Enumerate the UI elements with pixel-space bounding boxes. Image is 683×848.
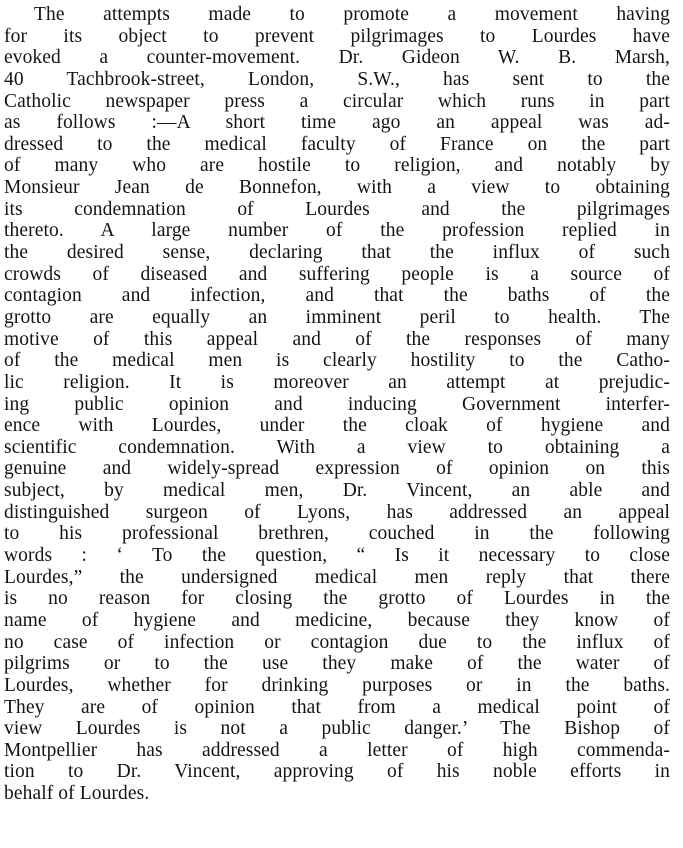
article-line: as follows :—A short time ago an appeal was ad- xyxy=(4,112,670,134)
article-line: Lourdes,” the undersigned medical men reply that there xyxy=(4,566,670,588)
article-line: for its object to prevent pilgrimages to Lourdes have xyxy=(4,25,670,47)
article-line: name of hygiene and medicine, because they know of xyxy=(4,609,670,631)
article-line: distinguished surgeon of Lyons, has addressed an appeal xyxy=(4,501,670,523)
article-line: pilgrims or to the use they make of the water of xyxy=(4,653,670,675)
article-line: thereto. A large number of the profession replied in xyxy=(4,220,670,242)
article-line: view Lourdes is not a public danger.’ The Bishop of xyxy=(4,718,670,740)
article-line: is no reason for closing the grotto of Lourdes in the xyxy=(4,588,670,610)
article-line: evoked a counter-movement. Dr. Gideon W. B. Marsh, xyxy=(4,47,670,69)
article-line: crowds of diseased and suffering people is a source of xyxy=(4,263,670,285)
article-text xyxy=(4,4,670,805)
article-line: ing public opinion and inducing Government interfer- xyxy=(4,393,670,415)
article-line: subject, by medical men, Dr. Vincent, an able and xyxy=(4,480,670,502)
article-line: They are of opinion that from a medical point of xyxy=(4,696,670,718)
article-line: Catholic newspaper press a circular which runs in part xyxy=(4,90,670,112)
article-line: 40 Tachbrook-street, London, S.W., has sent to the xyxy=(4,68,670,90)
article-line: of many who are hostile to religion, and notably by xyxy=(4,155,670,177)
article-line: to his professional brethren, couched in the following xyxy=(4,523,670,545)
article-line: tion to Dr. Vincent, approving of his noble efforts in xyxy=(4,761,670,783)
article-line: behalf of Lourdes. xyxy=(4,783,150,805)
article-line: lic religion. It is moreover an attempt at prejudic- xyxy=(4,371,670,393)
article-line: The attempts made to promote a movement having xyxy=(34,4,670,25)
article-line: words : ‘ To the question, “ Is it necessary to close xyxy=(4,545,670,567)
article-line: of the medical men is clearly hostility to the Catho- xyxy=(4,350,670,372)
article-line: genuine and widely-spread expression of opinion on this xyxy=(4,458,670,480)
article-line: its condemnation of Lourdes and the pilgrimages xyxy=(4,198,670,220)
article-line: Lourdes, whether for drinking purposes or in the baths. xyxy=(4,674,670,696)
article-line: motive of this appeal and of the responses of many xyxy=(4,328,670,350)
article-line: scientific condemnation. With a view to obtaining a xyxy=(4,436,670,458)
article-line: no case of infection or contagion due to the influx of xyxy=(4,631,670,653)
article-line: Montpellier has addressed a letter of high commenda- xyxy=(4,739,670,761)
article-line: dressed to the medical faculty of France on the part xyxy=(4,133,670,155)
article-line: grotto are equally an imminent peril to health. The xyxy=(4,306,670,328)
article-line: the desired sense, declaring that the influx of such xyxy=(4,242,670,264)
article-line: ence with Lourdes, under the cloak of hygiene and xyxy=(4,415,670,437)
article-line: contagion and infection, and that the baths of the xyxy=(4,285,670,307)
article-line: Monsieur Jean de Bonnefon, with a view to obtaining xyxy=(4,177,670,199)
